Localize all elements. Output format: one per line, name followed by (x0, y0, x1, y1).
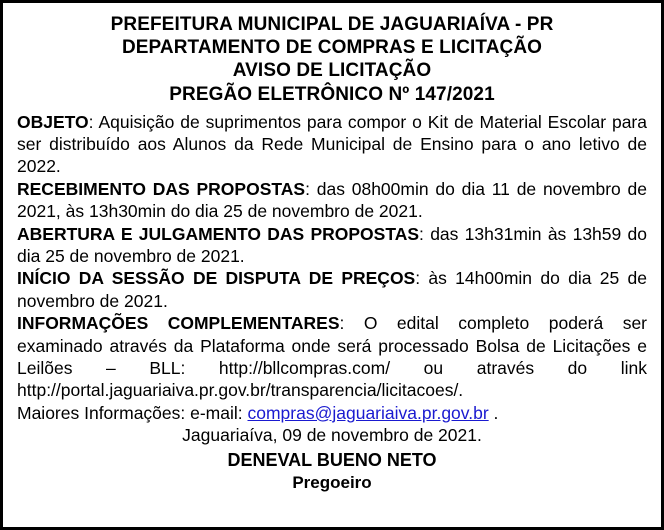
header-line-notice-type: AVISO DE LICITAÇÃO (232, 60, 432, 82)
signer-name: DENEVAL BUENO NETO (227, 449, 437, 470)
section-recebimento-label: RECEBIMENTO DAS PROPOSTAS (17, 178, 306, 199)
header-line-entity: PREFEITURA MUNICIPAL DE JAGUARIAÍVA - PR (110, 14, 554, 35)
header-line-department: DEPARTAMENTO DE COMPRAS E LICITAÇÃO (121, 37, 543, 59)
document-body (17, 111, 647, 494)
section-inicio-disputa (17, 267, 647, 312)
section-abertura-text: : das 13h31min às 13h59 do dia 25 de novembro de 2021. (17, 223, 647, 267)
section-inicio-disputa-label: INÍCIO DA SESSÃO DE DISPUTA DE PREÇOS (17, 268, 416, 289)
city-date-line: Jaguariaíva, 09 de novembro de 2021. (182, 425, 482, 446)
section-objeto (17, 111, 647, 178)
section-contato (17, 402, 647, 424)
section-informacoes-text: : O edital completo poderá ser examinado através da Plataforma onde será processado Bolsa de Licitações e Leilões – BLL: http://bllcompras.com/ ou através do link http://portal.jaguariaiva.pr.gov.br/transparencia/licitacoes/. (17, 313, 648, 401)
section-informacoes (17, 312, 647, 402)
section-informacoes-label: INFORMAÇÕES COMPLEMENTARES (17, 313, 340, 334)
section-recebimento-text: : das 08h00min do dia 11 de novembro de 2021, às 13h30min do dia 25 de novembro de 2021. (17, 178, 648, 222)
section-abertura (17, 223, 647, 268)
header-line-process-number: PREGÃO ELETRÔNICO Nº 147/2021 (169, 83, 495, 105)
document-header (17, 13, 647, 106)
section-inicio-disputa-text: : às 14h00min do dia 25 de novembro de 2021. (17, 268, 647, 311)
contact-email-link[interactable]: compras@jaguariaiva.pr.gov.br (247, 402, 489, 423)
signature-block (17, 449, 647, 494)
section-objeto-text: : Aquisição de suprimentos para compor o Kit de Material Escolar para ser distribuído aos Alunos da Rede Municipal de Ensino para o ano letivo de 2022. (17, 111, 647, 177)
section-objeto-label: OBJETO (17, 111, 89, 132)
section-abertura-label: ABERTURA E JULGAMENTO DAS PROPOSTAS (17, 223, 420, 244)
signer-role: Pregoeiro (292, 472, 372, 492)
contato-prefix: Maiores Informações: e-mail: (17, 402, 248, 423)
contato-suffix: . (488, 402, 499, 423)
section-recebimento (17, 178, 647, 223)
